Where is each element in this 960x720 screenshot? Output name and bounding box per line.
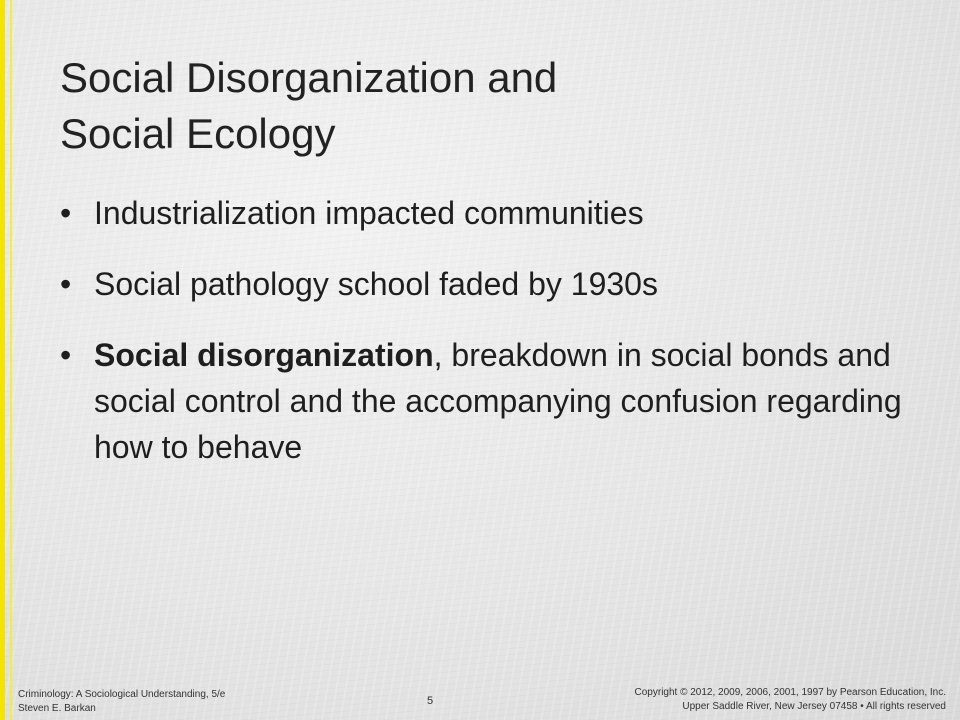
bullet-bold-term: Social disorganization xyxy=(94,337,434,373)
footer-book-title: Criminology: A Sociological Understanding, 5/e xyxy=(18,689,226,700)
bullet-text: Social pathology school faded by 1930s xyxy=(94,266,658,302)
slide-title-line-2: Social Ecology xyxy=(60,110,336,157)
bullet-definition: , breakdown in social bonds and social control and the accompanying confusion regarding how to behave xyxy=(94,337,902,465)
bullet-dot-icon: • xyxy=(60,266,72,302)
footer-author: Steven E. Barkan xyxy=(18,703,96,714)
footer-copyright xyxy=(635,686,946,714)
bullet-dot-icon: • xyxy=(60,195,72,231)
bullet-item xyxy=(60,261,920,307)
bullet-text: Industrialization impacted communities xyxy=(94,195,644,231)
slide-title-line-1: Social Disorganization and xyxy=(60,54,558,101)
bullet-dot-icon: • xyxy=(60,337,72,373)
footer-book-info xyxy=(18,688,225,716)
page-number: 5 xyxy=(426,695,434,707)
bullet-list xyxy=(60,190,920,495)
slide-footer xyxy=(0,686,960,720)
footer-copyright-line-2: Upper Saddle River, New Jersey 07458 • All rights reserved xyxy=(682,701,946,712)
bullet-item xyxy=(60,332,920,470)
slide-title xyxy=(60,50,920,162)
bullet-item xyxy=(60,190,920,236)
left-accent-line xyxy=(10,0,12,720)
footer-copyright-line-1: Copyright © 2012, 2009, 2006, 2001, 1997 by Pearson Education, Inc. xyxy=(634,687,946,698)
left-accent-bar xyxy=(0,0,5,720)
bullet-text xyxy=(94,337,902,465)
